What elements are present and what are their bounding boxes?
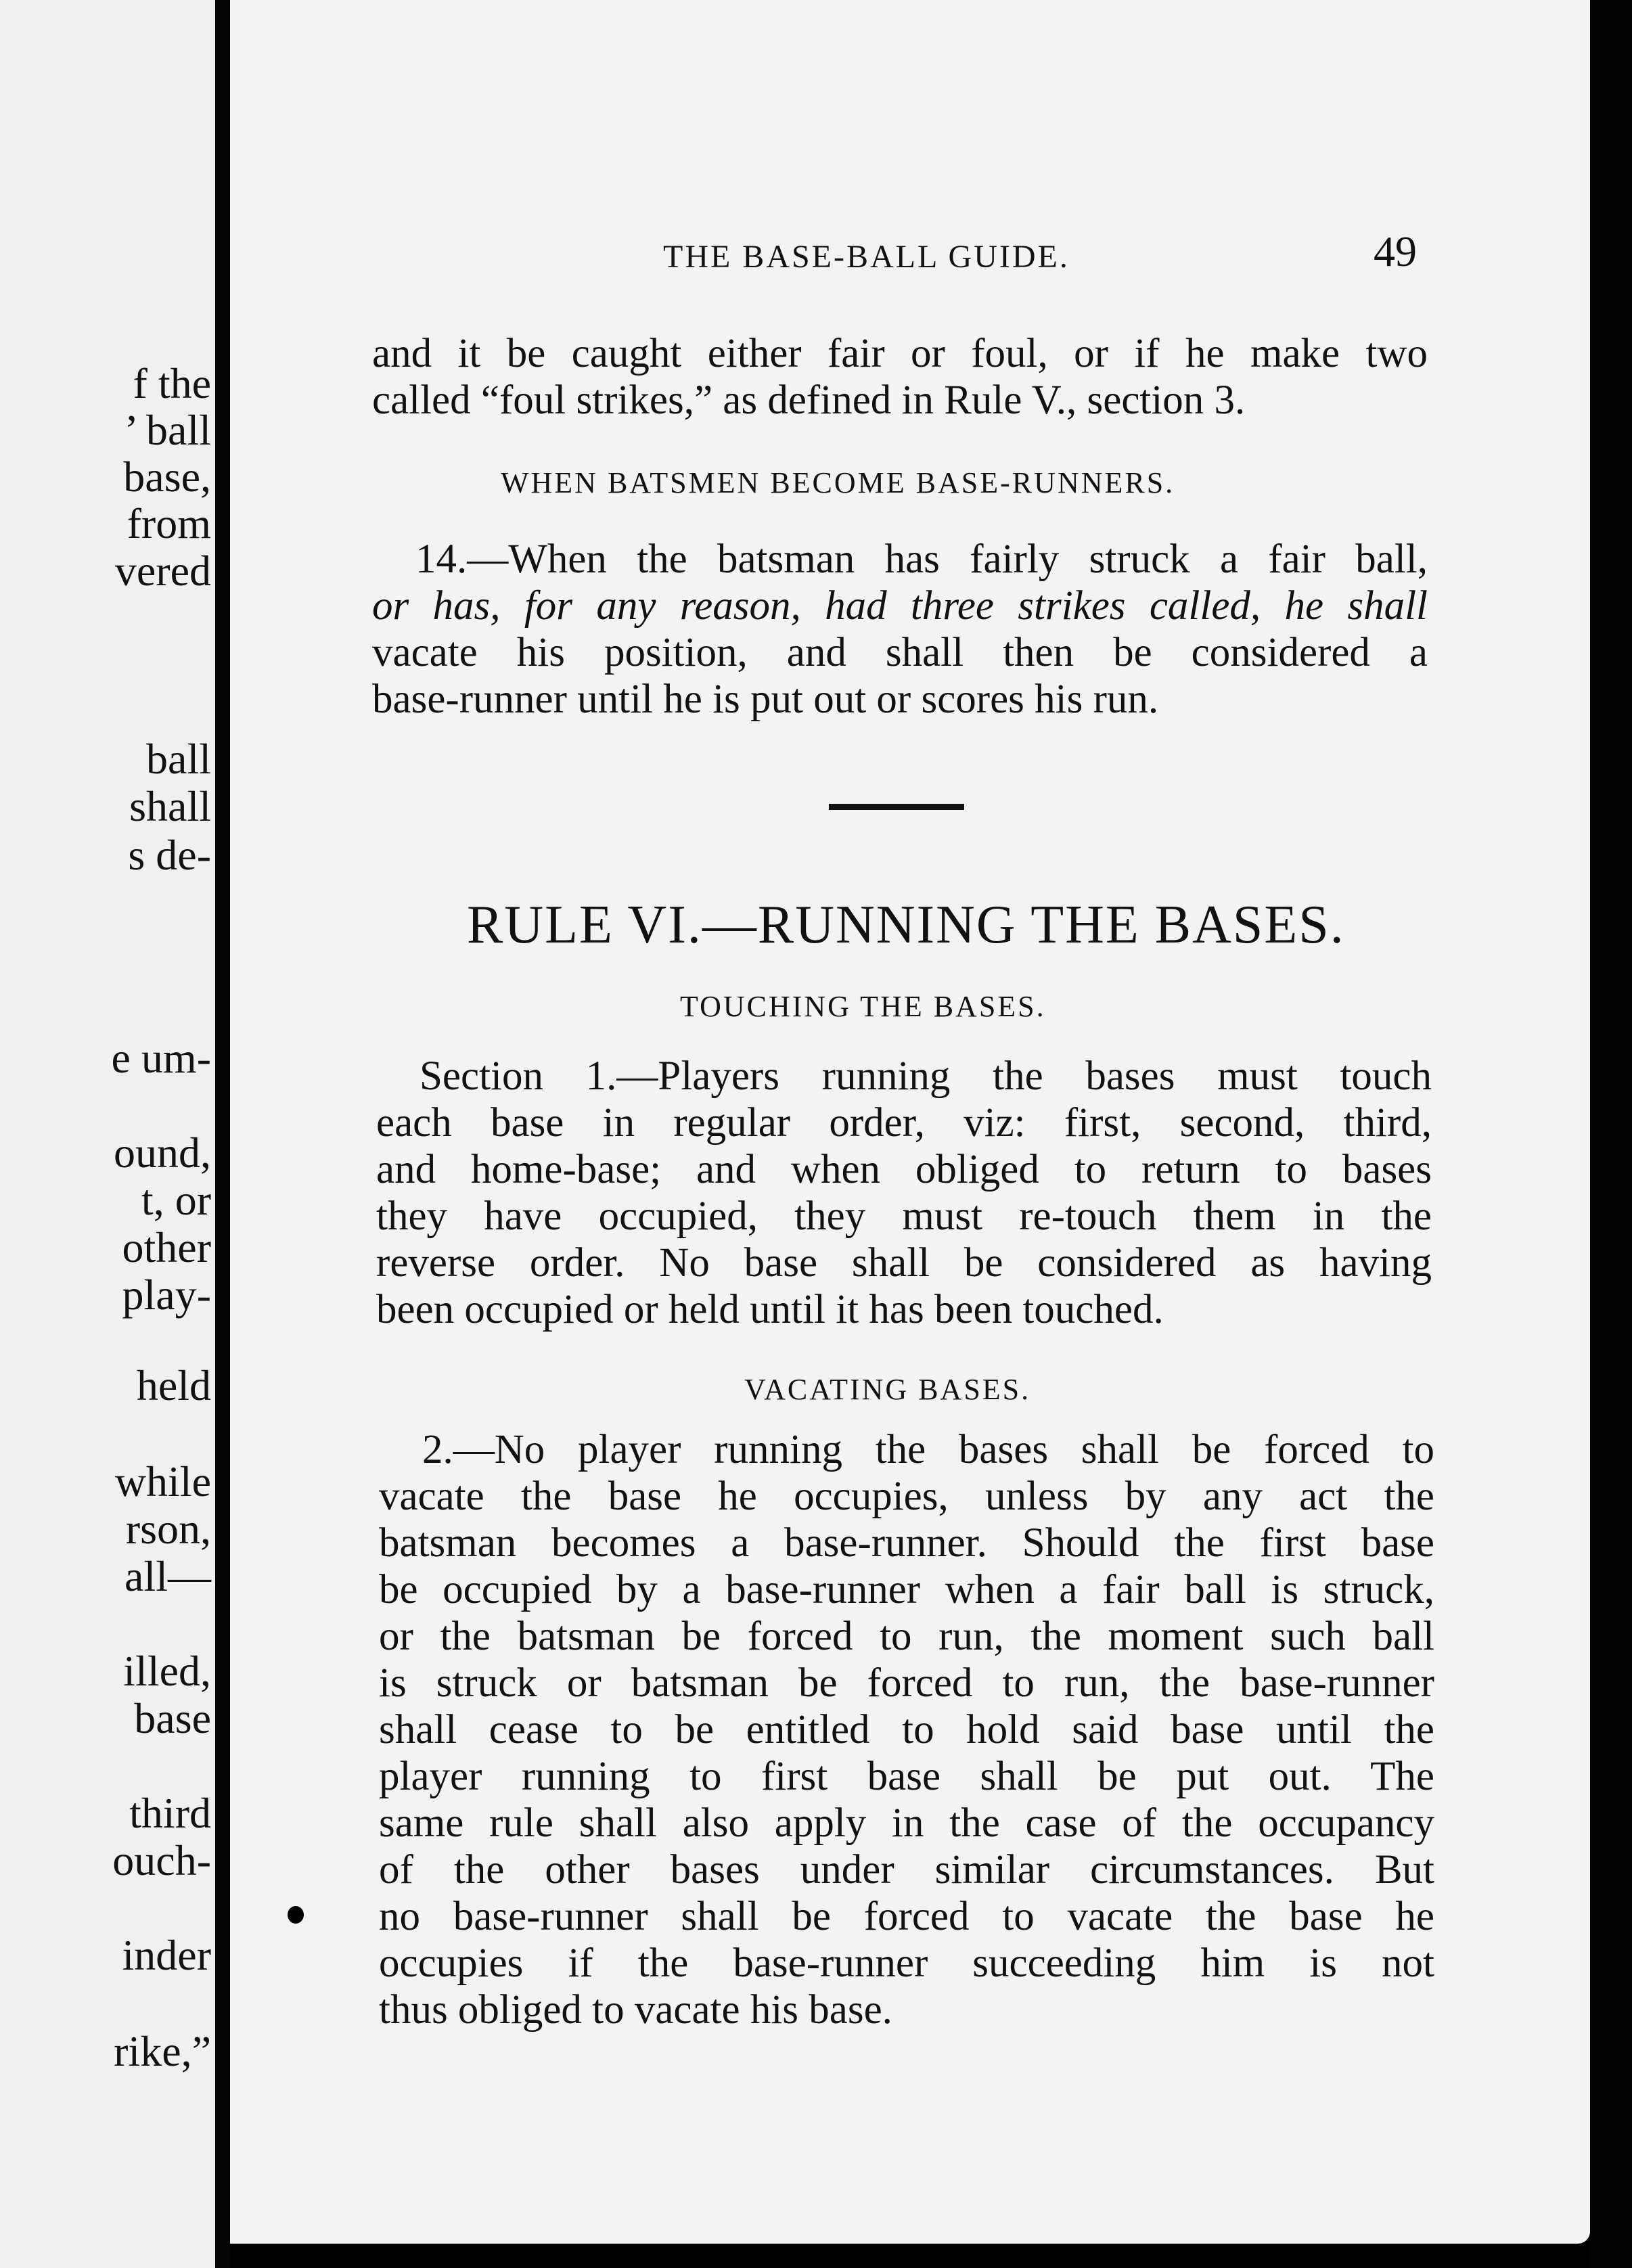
left-page-line: illed, [123,1647,211,1695]
continuation-paragraph [372,330,1428,424]
left-page-line: inder [122,1931,211,1979]
text-line: base-runner until he is put out or scores his run. [372,677,1159,722]
section-1-paragraph [376,1053,1432,1333]
left-page-line: held [136,1361,211,1409]
text-line: batsman becomes a base-runner. Should the first base [379,1520,1434,1566]
heading-touching-the-bases: TOUCHING THE BASES. [680,990,1046,1023]
section-divider [829,804,964,810]
rule-vi-title: RULE VI.—RUNNING THE BASES. [467,895,1345,955]
text-line: been occupied or held until it has been touched. [376,1287,1164,1332]
text-line: same rule shall also apply in the case of the occupancy [379,1800,1434,1846]
text-line: or the batsman be forced to run, the moment such ball [379,1614,1434,1659]
text-line: or has, for any reason, had three strikes called, he shall [372,583,1428,629]
text-line: 14.—When the batsman has fairly struck a fair ball, [415,537,1428,582]
rule-14-paragraph [372,536,1428,723]
text-line: is struck or batsman be forced to run, the base-runner [379,1660,1434,1706]
book-gutter [215,0,230,2268]
text-line: reverse order. No base shall be considered as having [376,1240,1432,1286]
text-line: no base-runner shall be forced to vacate the base he [379,1894,1434,1939]
left-page-line: third [129,1789,211,1837]
right-page [230,0,1590,2244]
text-line: and it be caught either fair or foul, or if he make two [372,331,1428,376]
left-page-line: e um- [111,1034,211,1082]
left-page-line: all— [124,1552,211,1600]
text-line: occupies if the base-runner succeeding him is not [379,1941,1434,1986]
ink-blot [288,1906,304,1924]
text-line: they have occupied, they must re-touch them in the [376,1194,1432,1239]
text-line: called “foul strikes,” as defined in Rule V., section 3. [372,378,1246,423]
text-line: be occupied by a base-runner when a fair ball is struck, [379,1567,1434,1612]
left-page-line: vered [114,547,211,595]
text-line: 2.—No player running the bases shall be forced to [422,1427,1434,1472]
page-number: 49 [1374,227,1417,275]
left-page-line: ’ ball [124,406,211,454]
text-line: Section 1.—Players running the bases must touch [420,1053,1432,1099]
left-page-line: s de- [128,831,211,879]
text-line: each base in regular order, viz: first, second, third, [376,1100,1432,1146]
left-page-line: from [127,499,211,547]
left-page-line: base, [123,453,211,501]
left-page-line: rike,” [114,2027,211,2075]
left-page-line: ound, [114,1129,211,1177]
text-line: player running to first base shall be put out. The [379,1754,1434,1799]
text-line: and home-base; and when obliged to return to bases [376,1147,1432,1192]
running-head: THE BASE-BALL GUIDE. [663,239,1070,275]
left-page-line: ouch- [112,1836,211,1884]
text-line: vacate his position, and shall then be considered a [372,630,1428,675]
left-page-line: f the [133,359,211,407]
left-page-line: while [114,1457,211,1505]
text-line: vacate the base he occupies, unless by any act the [379,1474,1434,1519]
text-line: shall cease to be entitled to hold said base until the [379,1707,1434,1752]
left-page-line: base [134,1694,211,1742]
text-line: thus obliged to vacate his base. [379,1987,892,2033]
left-page-line: other [122,1223,211,1271]
heading-vacating-bases: VACATING BASES. [744,1373,1031,1406]
left-page-line: play- [122,1271,211,1319]
page-edge-shadow [1590,0,1632,2268]
section-2-paragraph [379,1426,1434,2033]
left-page-line: ball [146,735,211,783]
left-page-line: rson, [125,1505,211,1553]
left-page-line: shall [129,782,211,830]
heading-batsmen-become-base-runners: WHEN BATSMEN BECOME BASE-RUNNERS. [501,466,1175,499]
text-line: of the other bases under similar circumstances. But [379,1847,1434,1892]
left-page-fragment [0,0,215,2268]
left-page-line: t, or [141,1176,211,1224]
